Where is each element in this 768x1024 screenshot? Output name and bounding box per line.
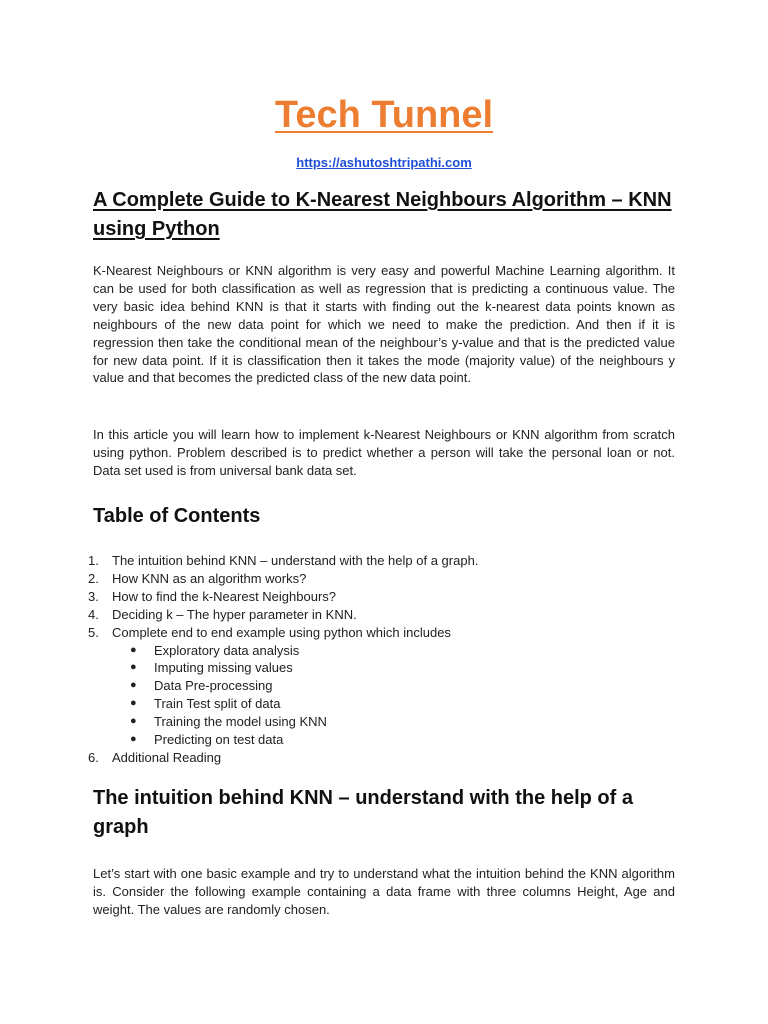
table-of-contents — [88, 552, 675, 767]
bullet-icon: ● — [130, 661, 137, 674]
bullet-icon: ● — [130, 733, 137, 746]
toc-subitem-text: Data Pre-processing — [154, 678, 273, 694]
article-title: A Complete Guide to K-Nearest Neighbours Algorithm – KNN using Python — [93, 189, 672, 240]
toc-item-number: 6. — [88, 749, 99, 765]
toc-item-number: 5. — [88, 624, 99, 640]
toc-subitem-text: Training the model using KNN — [154, 714, 327, 730]
bullet-icon: ● — [130, 715, 137, 728]
toc-subitem — [112, 713, 675, 731]
toc-subitem-text: Exploratory data analysis — [154, 642, 300, 658]
toc-heading: Table of Contents — [93, 505, 261, 527]
bullet-icon: ● — [130, 697, 137, 710]
bullet-icon: ● — [130, 679, 137, 692]
toc-item-text: Deciding k – The hyper parameter in KNN. — [112, 606, 357, 622]
toc-item-text: How to find the k-Nearest Neighbours? — [112, 588, 337, 604]
toc-item-text: The intuition behind KNN – understand with the help of a graph. — [112, 553, 479, 568]
intro-paragraph-1: K-Nearest Neighbours or KNN algorithm is very easy and powerful Machine Learning algorithm. It can be used for both classification as well as regression that is predicting a continuous value. The very basic idea behind KNN is that it starts with finding out the k-nearest data points known as neighbours of the new data point for which we need to make the prediction. And then if it is regression then take the conditional mean of the neighbour’s y-value and that is the predicted value for new data point. If it is classification then it takes the mode (majority value) of the neighbours y value and that becomes the predicted class of the new data point. — [93, 263, 675, 386]
toc-item-number: 2. — [88, 570, 99, 586]
toc-item-text: Additional Reading — [112, 749, 222, 765]
toc-subitem — [112, 695, 675, 713]
toc-item — [88, 552, 675, 570]
toc-subitem-text: Train Test split of data — [154, 696, 281, 712]
toc-item-number: 4. — [88, 606, 99, 622]
toc-subitem-text: Imputing missing values — [154, 660, 293, 676]
toc-item — [88, 606, 675, 624]
site-title: Tech Tunnel — [274, 94, 494, 136]
intuition-section-heading: The intuition behind KNN – understand with the help of a graph — [93, 787, 633, 838]
site-url-link[interactable]: https://ashutoshtripathi.com — [296, 155, 472, 170]
toc-subitem — [112, 731, 675, 749]
toc-sublist — [112, 642, 675, 749]
toc-item-number: 1. — [88, 553, 99, 568]
toc-subitem — [112, 642, 675, 660]
toc-item — [88, 588, 675, 606]
intuition-paragraph: Let’s start with one basic example and try to understand what the intuition behind the KNN algorithm is. Consider the following example containing a data frame with three columns Height, Age and weight. The values are randomly chosen. — [93, 866, 675, 917]
toc-item-number: 3. — [88, 588, 99, 604]
toc-item — [88, 749, 675, 767]
toc-subitem — [112, 659, 675, 677]
bullet-icon: ● — [130, 643, 137, 656]
toc-item — [88, 570, 675, 588]
toc-item — [88, 624, 675, 749]
toc-item-text: How KNN as an algorithm works? — [112, 570, 307, 586]
toc-subitem-text: Predicting on test data — [154, 732, 284, 748]
intro-paragraph-2: In this article you will learn how to implement k-Nearest Neighbours or KNN algorithm from scratch using python. Problem described is to predict whether a person will take the personal loan or not. Data set used is from universal bank data set. — [93, 427, 675, 478]
toc-item-text: Complete end to end example using python which includes — [112, 624, 451, 640]
toc-subitem — [112, 677, 675, 695]
